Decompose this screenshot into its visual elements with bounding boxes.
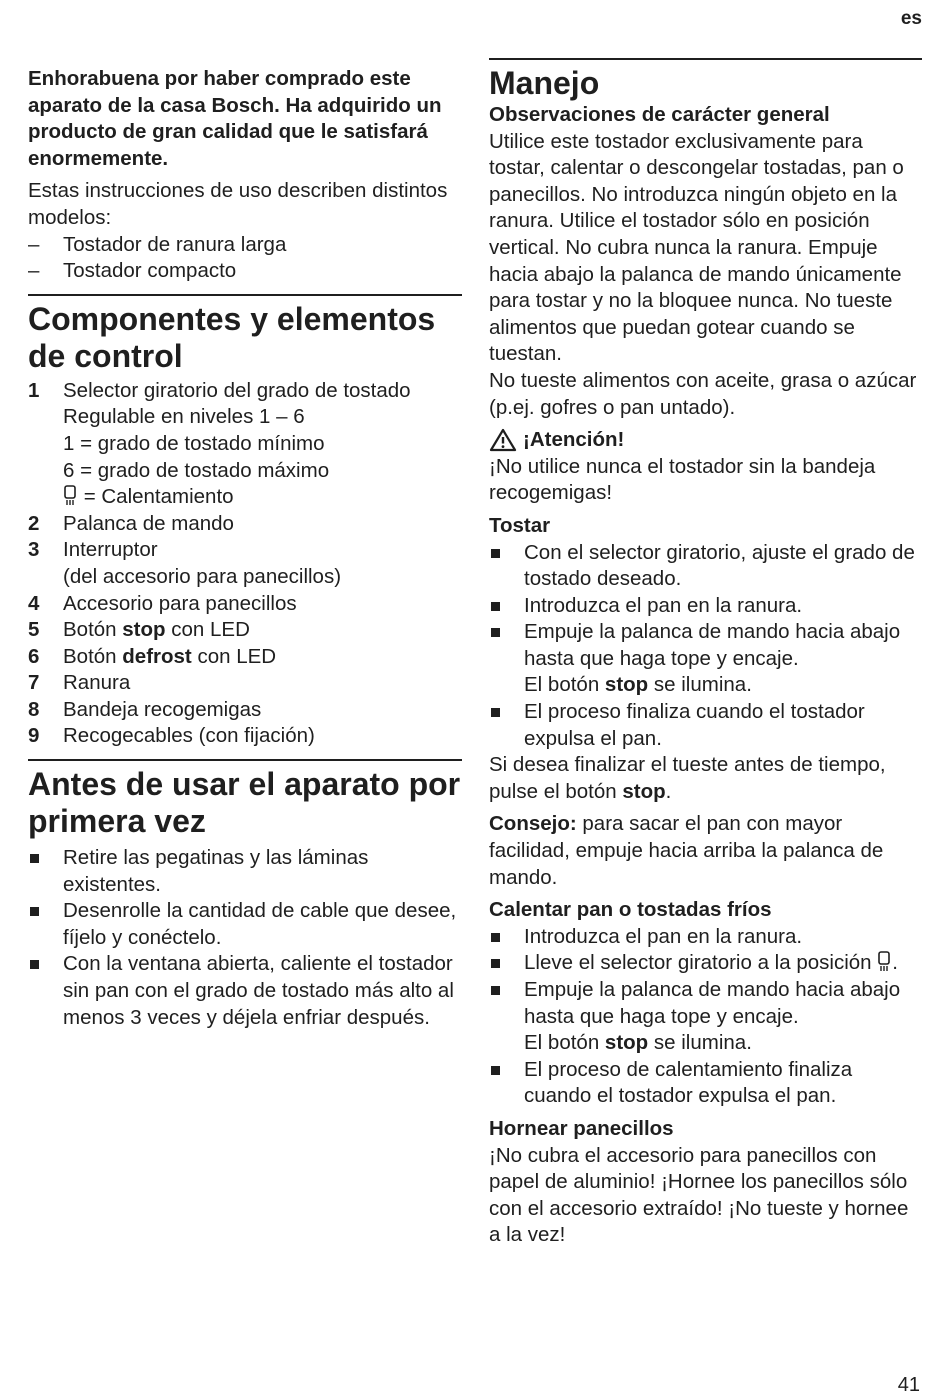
list-item — [489, 619, 922, 699]
item-detail: Regulable en niveles 1 – 6 — [63, 405, 305, 429]
toast-heading: Tostar — [489, 513, 551, 537]
intro-text: Estas instrucciones de uso describen distintos modelos: — [28, 179, 448, 229]
item-number: 7 — [28, 671, 40, 695]
step-detail — [524, 1030, 922, 1057]
attention-text: ¡No utilice nunca el tostador sin la bandeja recogemigas! — [489, 454, 876, 505]
general-paragraph-2: No tueste alimentos con aceite, grasa o azúcar (p.ej. gofres o pan untado). — [489, 368, 917, 419]
item-number: 6 — [28, 644, 40, 668]
list-item: Retire las pegatinas y las láminas existentes. — [28, 845, 462, 898]
item-label: Botón — [63, 618, 123, 642]
left-column — [28, 66, 462, 1031]
item-number: 5 — [28, 618, 40, 642]
attention-label: ¡Atención! — [523, 428, 625, 452]
list-item: El proceso de calentamiento finaliza cuando el tostador expulsa el pan. — [489, 1057, 922, 1110]
item-number: 2 — [28, 511, 40, 535]
stop-word: stop — [122, 618, 166, 642]
warm-heading: Calentar pan o tostadas fríos — [489, 898, 772, 922]
stop-word: stop — [622, 779, 666, 803]
step-text: Empuje la palanca de mando hacia abajo hasta que haga tope y encaje. — [524, 620, 901, 670]
item-label: Ranura — [63, 671, 131, 695]
list-item — [28, 591, 462, 618]
list-item — [28, 723, 462, 750]
manejo-title: Manejo — [489, 65, 600, 101]
list-item: – Tostador de ranura larga — [28, 232, 462, 259]
warning-triangle-icon — [489, 428, 517, 452]
stop-word: stop — [604, 673, 649, 697]
language-code: es — [900, 8, 922, 29]
list-item — [28, 537, 462, 590]
item-label: Interruptor — [63, 538, 158, 562]
list-item: – Tostador compacto — [28, 258, 462, 285]
item-label: Palanca de mando — [63, 511, 234, 535]
tip-paragraph — [489, 811, 922, 891]
list-item — [28, 644, 462, 671]
list-item: Con la ventana abierta, caliente el tostador sin pan con el grado de tostado más alto al menos 3 veces y déjela enfriar después. — [28, 951, 462, 1031]
step-detail-text: se ilumina. — [648, 1031, 752, 1055]
finish-text: Si desea finalizar el tueste antes de tiempo, pulse el botón — [489, 753, 886, 803]
general-heading: Observaciones de carácter general — [489, 103, 830, 126]
components-title: Componentes y elementos de control — [28, 300, 436, 374]
toast-steps — [489, 540, 922, 753]
item-label: con LED — [165, 618, 250, 642]
attention-row — [489, 427, 922, 454]
defrost-word: defrost — [122, 644, 192, 668]
list-item — [28, 511, 462, 538]
list-item: Introduzca el pan en la ranura. — [489, 924, 922, 951]
step-text: . — [892, 951, 898, 975]
list-item — [489, 950, 922, 977]
step-detail-text: El botón — [524, 1031, 605, 1055]
list-item — [28, 378, 462, 511]
item-label: Accesorio para panecillos — [63, 591, 297, 615]
finish-text: . — [665, 779, 672, 803]
item-detail: 1 = grado de tostado mínimo — [63, 431, 325, 455]
warm-steps — [489, 924, 922, 1110]
list-item — [28, 617, 462, 644]
step-text: Lleve el selector giratorio a la posición — [524, 951, 878, 975]
list-item — [489, 977, 922, 1057]
list-item: Desenrolle la cantidad de cable que desee, fíjelo y conéctelo. — [28, 898, 462, 951]
item-number: 3 — [28, 538, 40, 562]
warming-icon — [877, 951, 892, 972]
item-number: 9 — [28, 724, 40, 748]
item-label: Selector giratorio del grado de tostado — [63, 378, 411, 402]
list-item: El proceso finaliza cuando el tostador expulsa el pan. — [489, 699, 922, 752]
stop-word: stop — [604, 1031, 649, 1055]
warming-label: = Calentamiento — [78, 485, 234, 509]
finish-paragraph — [489, 752, 922, 805]
item-detail: (del accesorio para panecillos) — [63, 564, 342, 588]
item-number: 8 — [28, 697, 40, 721]
tip-text: para sacar el pan con mayor facilidad, empuje hacia arriba la palanca de mando. — [489, 812, 884, 889]
item-detail — [63, 484, 462, 511]
step-detail-text: se ilumina. — [648, 673, 752, 697]
page-number: 41 — [897, 1374, 920, 1396]
list-item — [28, 697, 462, 724]
list-item: Introduzca el pan en la ranura. — [489, 593, 922, 620]
bake-paragraph: ¡No cubra el accesorio para panecillos con papel de aluminio! ¡Hornee los panecillos sólo con el accesorio extraído! ¡No tueste y hornee a la vez! — [489, 1143, 909, 1247]
item-number: 1 — [28, 378, 40, 402]
list-item: Con el selector giratorio, ajuste el grado de tostado deseado. — [489, 540, 922, 593]
item-detail: 6 = grado de tostado máximo — [63, 458, 330, 482]
components-list — [28, 378, 462, 750]
bake-heading: Hornear panecillos — [489, 1116, 674, 1140]
item-number: 4 — [28, 591, 40, 615]
step-detail — [524, 672, 922, 699]
item-label: Bandeja recogemigas — [63, 697, 262, 721]
step-text: Empuje la palanca de mando hacia abajo hasta que haga tope y encaje. — [524, 978, 901, 1028]
models-list — [28, 232, 462, 285]
before-use-list — [28, 845, 462, 1031]
item-label: con LED — [191, 644, 277, 668]
right-column — [489, 58, 922, 1249]
tip-label: Consejo: — [489, 812, 577, 836]
general-paragraph: Utilice este tostador exclusivamente para tostar, calentar o descongelar tostadas, pan o panecillos. No introduzca ningún objeto en la ranura. Utilice el tostador sólo en posición vertical. No cubra nunca la ranura. Empuje hacia abajo la palanca de mando únicamente para tostar y no la bloquee nunca. No tueste alimentos que puedan gotear cuando se tuestan. — [489, 129, 904, 366]
warming-icon — [63, 485, 78, 506]
item-label: Recogecables (con fijación) — [63, 724, 315, 748]
list-item — [28, 670, 462, 697]
item-label: Botón — [63, 644, 123, 668]
intro-bold-text: Enhorabuena por haber comprado este aparato de la casa Bosch. Ha adquirido un producto de gran calidad que le satisfará enormemente. — [28, 67, 442, 170]
step-detail-text: El botón — [524, 673, 605, 697]
before-use-title: Antes de usar el aparato por primera vez — [28, 766, 461, 840]
